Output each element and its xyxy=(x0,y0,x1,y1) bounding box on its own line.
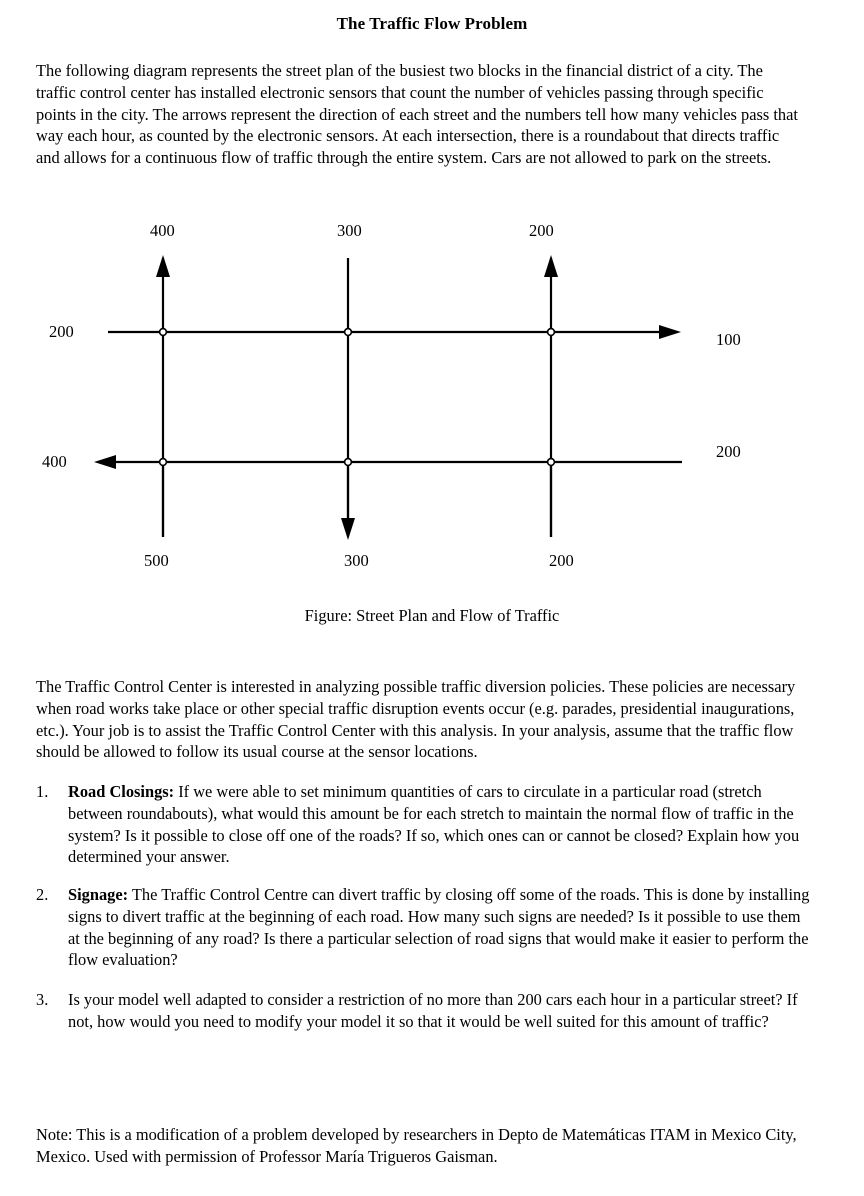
analysis-paragraph: The Traffic Control Center is interested in analyzing possible traffic diversion policies. These policies are necessary when road works take place or other special traffic disruption events occur (e.g. parades, presidential inaugurations, etc.). Your job is to assist the Traffic Control Center with this analysis. In your analysis, assume that the traffic flow should be allowed to follow its usual course at the sensor locations. xyxy=(36,677,796,762)
list-item-text: Is your model well adapted to consider a restriction of no more than 200 cars each hour in a particular street? If not, how would you need to modify your model it so that it would be well suited for this amount of traffic? xyxy=(68,990,798,1031)
flow-label-bottom-right: 200 xyxy=(549,551,574,570)
figure-caption: Figure: Street Plan and Flow of Traffic xyxy=(304,606,560,625)
roundabout-node xyxy=(548,329,555,336)
arrow-up-right xyxy=(544,255,558,277)
flow-label-left-upper: 200 xyxy=(49,322,74,341)
intro-paragraph: The following diagram represents the street plan of the busiest two blocks in the financial district of a city. The traffic control center has installed electronic sensors that count the number of vehicles passing through specific points in the city. The arrows represent the direction of each street and the numbers tell how many vehicles pass that way each hour, as counted by the electronic sensors. At each intersection, there is a roundabout that directs traffic and allows for a continuous flow of traffic through the entire system. Cars are not allowed to park on the streets. xyxy=(36,61,798,168)
street-network-svg xyxy=(0,205,864,585)
flow-label-left-lower: 400 xyxy=(42,452,67,471)
roundabout-node xyxy=(160,459,167,466)
roundabout-node xyxy=(345,459,352,466)
roundabout-node xyxy=(548,459,555,466)
flow-label-right-upper: 100 xyxy=(716,330,741,349)
flow-label-top-middle: 300 xyxy=(337,221,362,240)
list-item-lead: Signage: xyxy=(68,885,129,904)
list-item xyxy=(36,781,814,868)
flow-label-top-right: 200 xyxy=(529,221,554,240)
arrow-left-lower xyxy=(94,455,116,469)
list-item-text: The Traffic Control Centre can divert traffic by closing off some of the roads. This is done by installing signs to divert traffic at the beginning of each road. How many such signs are needed? Is it possible to use them at the beginning of any road? Is there a particular selection of road signs that would make it easier to perform the flow evaluation? xyxy=(68,885,810,970)
list-item-body xyxy=(68,989,814,1033)
traffic-flow-diagram xyxy=(0,205,864,585)
list-item-lead: Road Closings: xyxy=(68,782,175,801)
roundabout-node xyxy=(160,329,167,336)
list-item-number: 3. xyxy=(36,990,49,1009)
list-item xyxy=(36,989,814,1033)
flow-label-bottom-left: 500 xyxy=(144,551,169,570)
flow-label-bottom-middle: 300 xyxy=(344,551,369,570)
list-item-text: If we were able to set minimum quantities of cars to circulate in a particular road (stretch between roundabouts), what would this amount be for each stretch to maintain the normal flow of traffic in the system? Is it possible to close off one of the roads? If so, which ones can or cannot be closed? Explain how you determined your answer. xyxy=(68,782,800,867)
page-title: The Traffic Flow Problem xyxy=(336,14,528,33)
flow-label-top-left: 400 xyxy=(150,221,175,240)
list-item xyxy=(36,884,814,971)
list-item-body xyxy=(68,781,814,868)
arrow-right-upper xyxy=(659,325,681,339)
roundabout-node xyxy=(345,329,352,336)
arrow-up-left xyxy=(156,255,170,277)
list-item-number: 2. xyxy=(36,885,49,904)
list-item-number: 1. xyxy=(36,782,49,801)
footnote: Note: This is a modification of a problem developed by researchers in Depto de Matemáticas ITAM in Mexico City, Mexico. Used with permission of Professor María Trigueros Gaisman. xyxy=(36,1125,797,1166)
list-item-body xyxy=(68,884,814,971)
arrow-down-middle xyxy=(341,518,355,540)
flow-label-right-lower: 200 xyxy=(716,442,741,461)
